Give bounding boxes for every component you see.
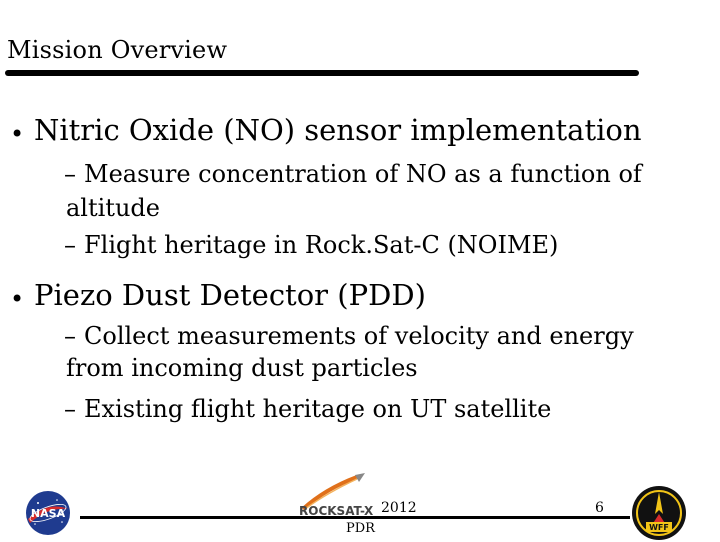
wff-logo [630, 484, 688, 542]
bullet-2-sub-2-line-1: Existing flight heritage on UT satellite [84, 395, 552, 423]
footer-label: PDR [346, 521, 375, 536]
nasa-logo [24, 489, 72, 537]
svg-text:ROCKSAT-X: ROCKSAT-X [299, 504, 374, 518]
bullet-1-sub-1-line-2: altitude [66, 194, 160, 222]
bullet-2-sub-1-line-2: from incoming dust particles [66, 354, 418, 382]
dash-marker: – [64, 322, 76, 350]
rocksat-x-logo [295, 473, 385, 518]
bullet-2-text: Piezo Dust Detector (PDD) [34, 278, 426, 312]
dash-marker: – [64, 160, 76, 188]
dash-marker: – [64, 395, 76, 423]
slide-title: Mission Overview [7, 36, 228, 64]
bullet-1-text: Nitric Oxide (NO) sensor implementation [34, 113, 642, 147]
bullet-2-sub-1-line-1: Collect measurements of velocity and energy [84, 322, 634, 350]
svg-text:WFF: WFF [649, 523, 669, 532]
bullet-1-sub-2-line-1: Flight heritage in Rock.Sat-C (NOIME) [84, 231, 559, 259]
svg-text:NASA: NASA [30, 507, 66, 520]
bullet-marker: • [10, 285, 25, 313]
page-number: 6 [595, 500, 604, 516]
footer-year: 2012 [381, 500, 417, 516]
bullet-marker: • [10, 120, 25, 148]
bullet-1-sub-1-line-1: Measure concentration of NO as a function of [84, 160, 642, 188]
title-underline [5, 70, 639, 76]
dash-marker: – [64, 231, 76, 259]
